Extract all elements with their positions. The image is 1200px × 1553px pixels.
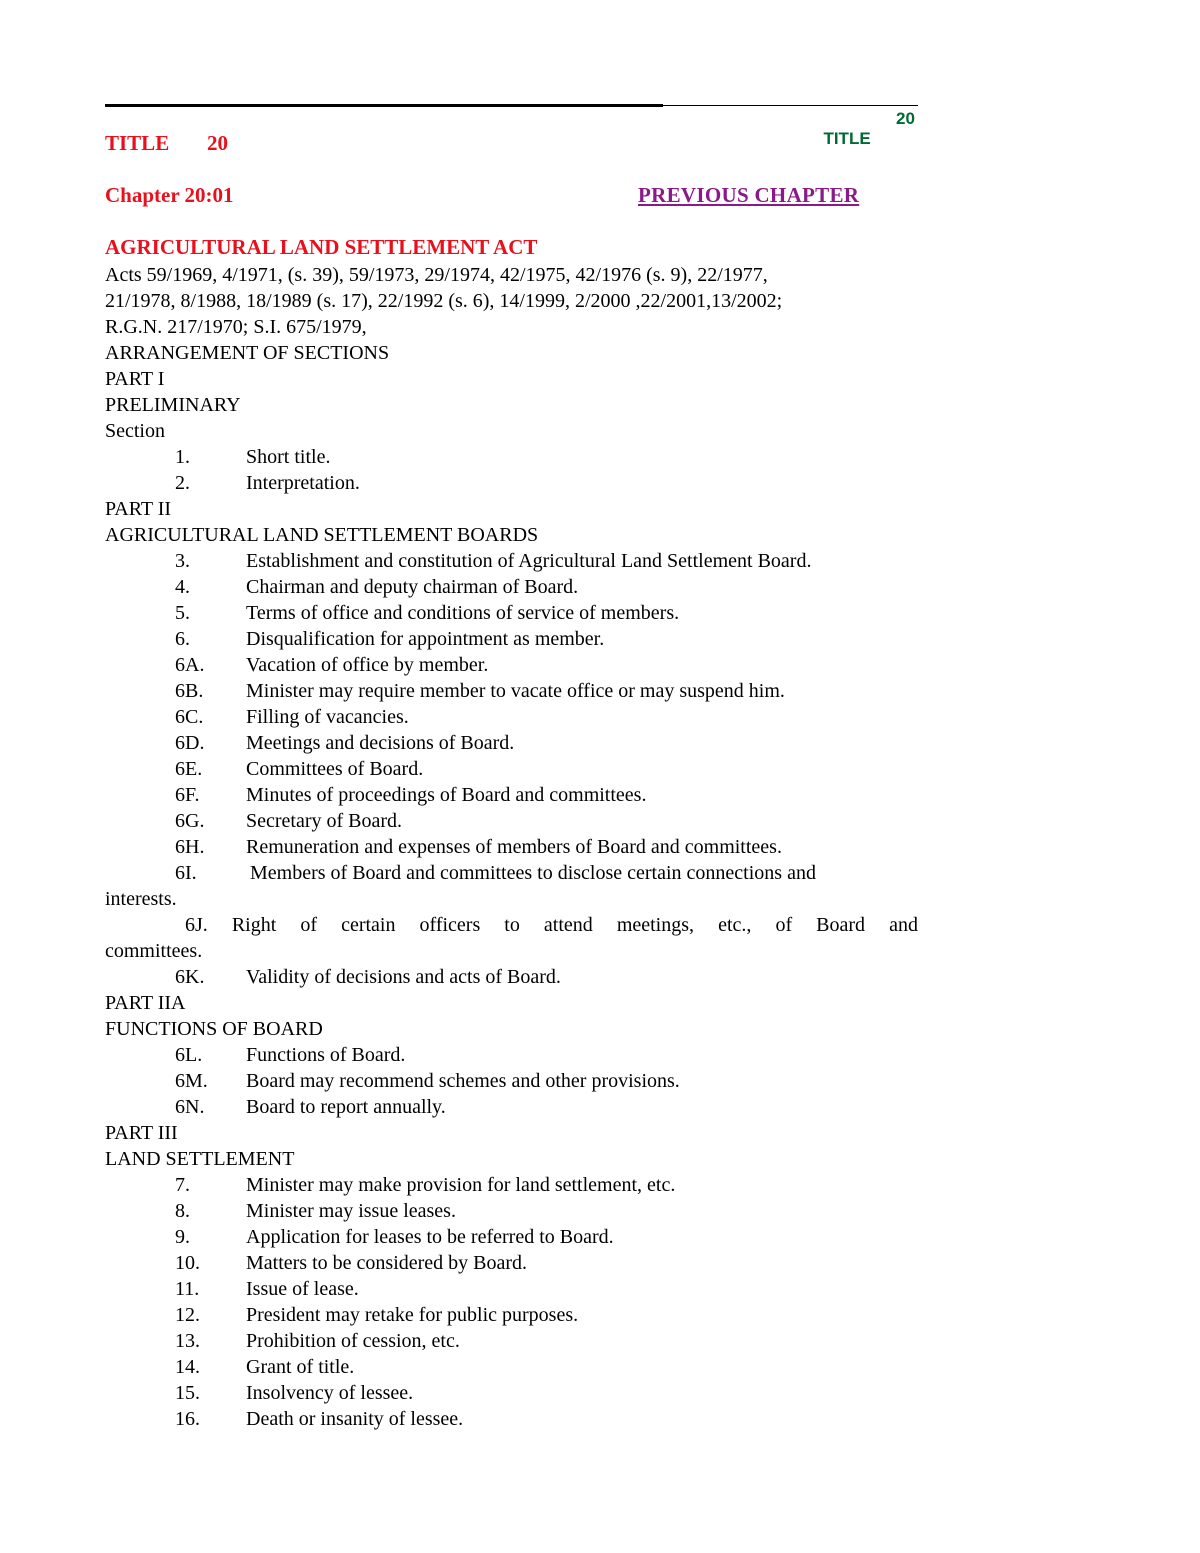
- toc-item-number: 7.: [175, 1174, 190, 1196]
- toc-item-word: meetings,: [616, 914, 695, 936]
- toc-item-text: President may retake for public purposes.: [246, 1304, 579, 1326]
- arrangement-heading: ARRANGEMENT OF SECTIONS: [105, 342, 390, 364]
- acts-line: Acts 59/1969, 4/1971, (s. 39), 59/1973, 29/1974, 42/1975, 42/1976 (s. 9), 22/1977,: [105, 264, 768, 286]
- part2-section-list: [105, 548, 918, 860]
- toc-item-number: 11.: [175, 1278, 200, 1300]
- toc-item-word: attend: [543, 914, 593, 936]
- toc-item-number: 16.: [175, 1408, 200, 1430]
- toc-item-number: 5.: [175, 602, 190, 624]
- title-number: 20: [207, 131, 228, 155]
- toc-item: [105, 1250, 918, 1276]
- toc-item-text: Secretary of Board.: [246, 810, 403, 832]
- acts-line: R.G.N. 217/1970; S.I. 675/1979,: [105, 316, 367, 338]
- toc-item: [105, 548, 918, 574]
- toc-item-number: 10.: [175, 1252, 200, 1274]
- toc-item: [105, 912, 918, 938]
- toc-item-text: Short title.: [246, 446, 331, 468]
- toc-item-number: 14.: [175, 1356, 200, 1378]
- toc-item: [105, 756, 918, 782]
- toc-item-number: 3.: [175, 550, 190, 572]
- toc-item: [105, 860, 918, 886]
- toc-item-word: certain: [341, 914, 396, 936]
- toc-item-text: Board to report annually.: [246, 1096, 446, 1118]
- toc-item-text: Minister may issue leases.: [246, 1200, 456, 1222]
- toc-item-text: Members of Board and committees to disclose certain connections and: [250, 862, 816, 884]
- toc-item: [105, 808, 918, 834]
- part-title: AGRICULTURAL LAND SETTLEMENT BOARDS: [105, 524, 539, 546]
- toc-item-number: 6A.: [175, 654, 205, 676]
- acts-line: 21/1978, 8/1988, 18/1989 (s. 17), 22/1992 (s. 6), 14/1999, 2/2000 ,22/2001,13/2002;: [105, 290, 783, 312]
- toc-item-number: 15.: [175, 1382, 200, 1404]
- toc-item-number: 2.: [175, 472, 190, 494]
- toc-item-text: Functions of Board.: [246, 1044, 406, 1066]
- toc-item-number: 8.: [175, 1200, 190, 1222]
- part2a-section-list: [105, 1042, 918, 1120]
- toc-item-word: and: [889, 914, 918, 936]
- toc-item-text: Minister may make provision for land settlement, etc.: [246, 1174, 676, 1196]
- toc-item-word: of: [775, 914, 793, 936]
- toc-item-text: Issue of lease.: [246, 1278, 359, 1300]
- part1-section-list: [105, 444, 918, 496]
- toc-item-text: Terms of office and conditions of service of members.: [246, 602, 680, 624]
- toc-item-number: 12.: [175, 1304, 200, 1326]
- toc-item-text: Vacation of office by member.: [246, 654, 489, 676]
- toc-item-number: 6F.: [175, 784, 200, 806]
- running-header-number: 20: [896, 109, 915, 128]
- toc-item-text: Disqualification for appointment as member.: [246, 628, 605, 650]
- toc-item-continuation: interests.: [105, 888, 177, 910]
- toc-item: [105, 652, 918, 678]
- toc-item: [105, 964, 918, 990]
- toc-item-text: Board may recommend schemes and other provisions.: [246, 1070, 680, 1092]
- chapter-heading: Chapter 20:01: [105, 183, 234, 207]
- title-label: TITLE: [105, 131, 170, 155]
- header-rule-thick: [105, 104, 663, 107]
- toc-item-number: 6J.: [185, 914, 208, 936]
- toc-item-word: Right: [231, 914, 277, 936]
- toc-item: [105, 470, 918, 496]
- part-heading: PART IIA: [105, 992, 186, 1014]
- toc-item: [105, 600, 918, 626]
- section-label: Section: [105, 420, 165, 442]
- toc-item-text: Grant of title.: [246, 1356, 355, 1378]
- toc-item-number: 6L.: [175, 1044, 203, 1066]
- toc-item: [105, 1302, 918, 1328]
- part-title: LAND SETTLEMENT: [105, 1148, 295, 1170]
- toc-item: [105, 1042, 918, 1068]
- toc-item-text: Minister may require member to vacate office or may suspend him.: [246, 680, 785, 702]
- part-heading: PART I: [105, 368, 165, 390]
- toc-item-number: 9.: [175, 1226, 190, 1248]
- toc-item-text: Death or insanity of lessee.: [246, 1408, 464, 1430]
- toc-item: [105, 1094, 918, 1120]
- toc-item-number: 6K.: [175, 966, 205, 988]
- toc-item-word: of: [300, 914, 318, 936]
- toc-item-text: Chairman and deputy chairman of Board.: [246, 576, 579, 598]
- toc-item-text: Insolvency of lessee.: [246, 1382, 414, 1404]
- toc-item-continuation: committees.: [105, 940, 203, 962]
- part-title: PRELIMINARY: [105, 394, 241, 416]
- toc-item-justified: [105, 912, 918, 938]
- toc-item: [105, 730, 918, 756]
- toc-item-number: 6C.: [175, 706, 204, 728]
- running-header-label: TITLE: [823, 129, 871, 148]
- toc-item: [105, 1198, 918, 1224]
- toc-item: [105, 678, 918, 704]
- toc-item-text: Validity of decisions and acts of Board.: [246, 966, 561, 988]
- toc-item-text: Meetings and decisions of Board.: [246, 732, 515, 754]
- toc-item-word: etc.,: [718, 914, 752, 936]
- toc-item-text: Establishment and constitution of Agricultural Land Settlement Board.: [246, 550, 812, 572]
- header-rule-thin: [663, 105, 918, 106]
- toc-item-text: Filling of vacancies.: [246, 706, 409, 728]
- toc-item-word: Board: [816, 914, 866, 936]
- toc-item: [105, 1328, 918, 1354]
- toc-item-text: Minutes of proceedings of Board and committees.: [246, 784, 647, 806]
- toc-item-text: Matters to be considered by Board.: [246, 1252, 528, 1274]
- toc-item-text: Application for leases to be referred to Board.: [246, 1226, 614, 1248]
- document-body: [105, 262, 918, 1432]
- part-title: FUNCTIONS OF BOARD: [105, 1018, 323, 1040]
- toc-item: [105, 574, 918, 600]
- toc-item-number: 6.: [175, 628, 190, 650]
- toc-item-number: 6B.: [175, 680, 204, 702]
- toc-item-number: 6E.: [175, 758, 203, 780]
- toc-item-number: 6D.: [175, 732, 205, 754]
- toc-item: [105, 1276, 918, 1302]
- toc-item-number: 13.: [175, 1330, 200, 1352]
- toc-item: [105, 1380, 918, 1406]
- previous-chapter-link[interactable]: PREVIOUS CHAPTER: [638, 183, 860, 207]
- toc-item: [105, 626, 918, 652]
- toc-item: [105, 782, 918, 808]
- running-header: [814, 109, 918, 169]
- toc-item-number: 6H.: [175, 836, 205, 858]
- toc-item-text: Remuneration and expenses of members of Board and committees.: [246, 836, 782, 858]
- toc-item: [105, 704, 918, 730]
- toc-item-text: Prohibition of cession, etc.: [246, 1330, 460, 1352]
- toc-item-number: 6M.: [175, 1070, 208, 1092]
- toc-item-number: 6I.: [175, 862, 197, 884]
- toc-item: [105, 1224, 918, 1250]
- title-heading: [105, 131, 228, 156]
- toc-item: [105, 444, 918, 470]
- toc-item: [105, 1354, 918, 1380]
- toc-item-number: 6N.: [175, 1096, 205, 1118]
- toc-item: [105, 834, 918, 860]
- toc-item-word: officers: [419, 914, 481, 936]
- toc-item: [105, 1068, 918, 1094]
- toc-item-number: 6G.: [175, 810, 205, 832]
- part-heading: PART II: [105, 498, 172, 520]
- toc-item-word: to: [504, 914, 520, 936]
- act-title: AGRICULTURAL LAND SETTLEMENT ACT: [105, 235, 538, 259]
- toc-item-number: 4.: [175, 576, 190, 598]
- toc-item-text: Interpretation.: [246, 472, 360, 494]
- toc-item-text: Committees of Board.: [246, 758, 424, 780]
- toc-item: [105, 1406, 918, 1432]
- part3-section-list: [105, 1172, 918, 1432]
- part-heading: PART III: [105, 1122, 178, 1144]
- toc-item-number: 1.: [175, 446, 190, 468]
- toc-item: [105, 1172, 918, 1198]
